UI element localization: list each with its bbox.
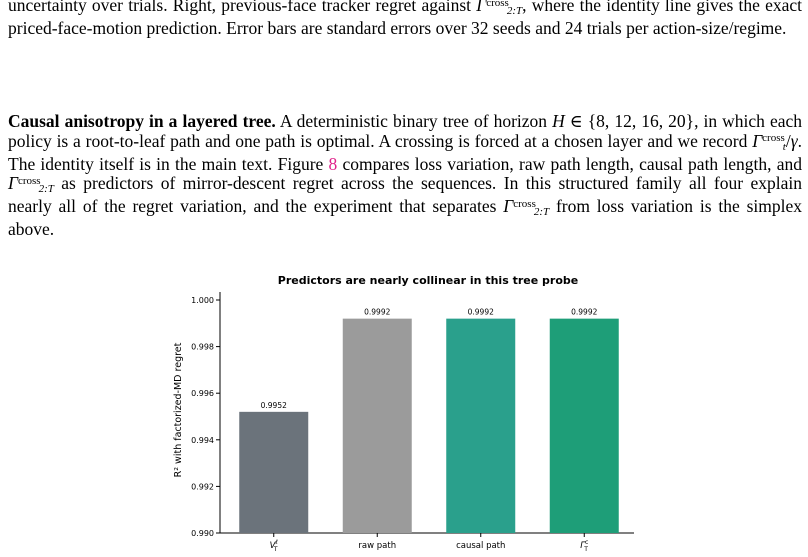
y-tick-label: 0.998 bbox=[191, 342, 214, 352]
x-tick-label: $V^\ell$ T bbox=[269, 539, 278, 553]
chart-title: Predictors are nearly collinear in this tree probe bbox=[277, 274, 579, 287]
para2-text-1: A deterministic binary tree of horizon bbox=[275, 111, 553, 131]
bar-2 bbox=[446, 319, 515, 533]
bar-0 bbox=[239, 412, 308, 533]
chart-marks bbox=[191, 292, 634, 553]
gamma-subscript-2T: 2:T bbox=[533, 205, 550, 218]
gamma-small-symbol: γ bbox=[790, 130, 798, 151]
gamma-superscript: cross bbox=[762, 132, 785, 145]
slash: / bbox=[785, 130, 791, 151]
y-axis-label: R² with factorized-MD regret bbox=[173, 342, 184, 478]
y-tick-label: 0.992 bbox=[191, 482, 214, 492]
caption-text-3: action-size/regime. bbox=[652, 17, 787, 38]
x-tick-label: $\Gamma^c$ T bbox=[580, 539, 589, 553]
bar-value-label: 0.9952 bbox=[260, 400, 287, 410]
x-tick-label: raw path bbox=[358, 541, 397, 551]
gamma-symbol: Γ bbox=[8, 173, 18, 194]
para2-text-3: . The identity itself is in the main text. Figure bbox=[8, 130, 802, 174]
bar-value-label: 0.9992 bbox=[467, 307, 494, 317]
caption-text-1a: uncertainty over trials. Right, previous-face tracker regret against bbox=[8, 0, 477, 15]
gamma-subscript: 2:T bbox=[506, 4, 523, 17]
bar-value-label: 0.9992 bbox=[571, 307, 598, 317]
gamma-superscript: cross bbox=[513, 197, 536, 210]
paragraph-heading: Causal anisotropy in a layered tree. bbox=[8, 111, 276, 131]
caption-text-1b: , where the identity line gives bbox=[522, 0, 734, 15]
para2-text-4: compares loss variation, raw path length, causal path length, and bbox=[337, 153, 802, 174]
gamma-symbol: Γ bbox=[503, 196, 514, 217]
para2-text-6: from loss variation is the simplex above. bbox=[8, 196, 802, 239]
y-tick-label: 0.996 bbox=[191, 389, 214, 399]
gamma-superscript: cross bbox=[17, 174, 41, 187]
gamma-symbol: Γ bbox=[752, 130, 763, 151]
gamma-subscript-t: t bbox=[782, 140, 786, 153]
para2-text-2: ∈ {8, 12, 16, 20}, in which each policy is a root-to-leaf path and one path is optimal. A crossing is forced at a chosen layer and we record bbox=[8, 111, 803, 151]
horizon-symbol: H bbox=[552, 111, 565, 131]
y-tick-label: 1.000 bbox=[191, 296, 214, 305]
x-tick-label: causal path bbox=[456, 541, 506, 551]
gamma-symbol: Γ bbox=[476, 0, 487, 15]
gamma-subscript-2T: 2:T bbox=[38, 183, 54, 196]
y-tick-label: 0.990 bbox=[191, 529, 214, 538]
bar-3 bbox=[550, 319, 619, 533]
y-tick-label: 0.994 bbox=[191, 435, 214, 445]
caption-text-2: the exact priced-face-motion prediction. Error bars are standard errors over 32 seeds and 24 trials per bbox=[8, 0, 803, 38]
bar-value-label: 0.9992 bbox=[364, 307, 391, 317]
para2-text-5: as predictors of mirror-descent regret across the sequences. In this structured family all four explain nearly all of the regret variation, and the experiment that separates bbox=[8, 173, 802, 217]
figure-reference-link[interactable]: 8 bbox=[328, 153, 338, 174]
gamma-superscript: cross bbox=[486, 0, 509, 9]
bar-1 bbox=[343, 319, 412, 533]
